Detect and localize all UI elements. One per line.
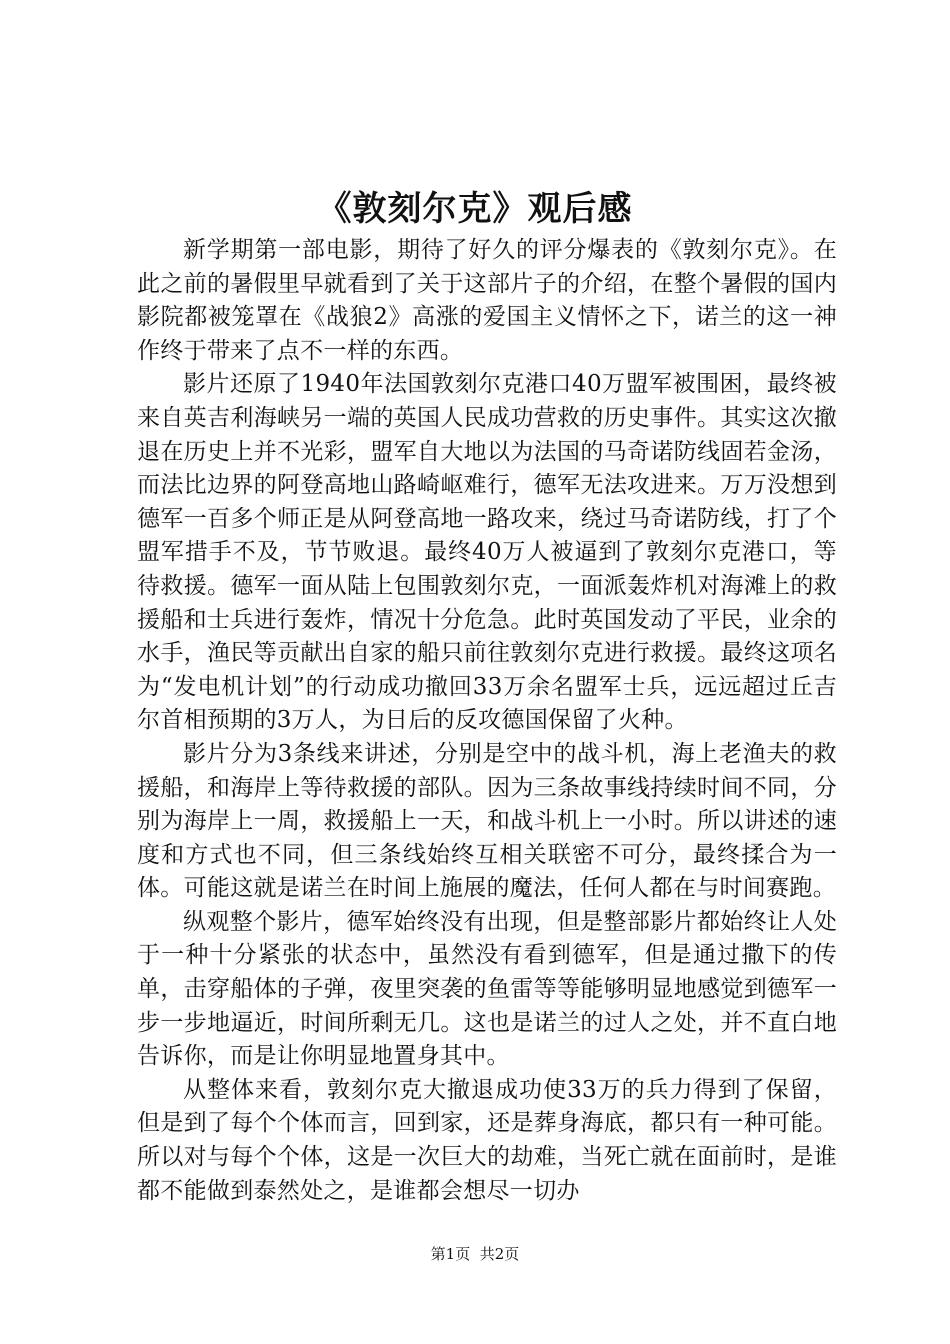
page-total: 共2页 (479, 1245, 520, 1263)
paragraph: 影片分为3条线来讲述，分别是空中的战斗机，海上老渔夫的救援船，和海岸上等待救援的部队。因为三条故事线持续时间不同，分别为海岸上一周，救援船上一天，和战斗机上一小时。所以讲述的速度和方式也不同，但三条线始终互相关联密不可分，最终揉合为一体。可能这就是诺兰在时间上施展的魔法，任何人都在与时间赛跑。 (137, 740, 837, 902)
page-footer (0, 1244, 950, 1264)
page-number: 第1页 (430, 1245, 471, 1263)
paragraph: 从整体来看，敦刻尔克大撤退成功使33万的兵力得到了保留，但是到了每个个体而言，回到家，还是葬身海底，都只有一种可能。所以对与每个个体，这是一次巨大的劫难，当死亡就在面前时，是谁都不能做到泰然处之，是谁都会想尽一切办 (137, 1076, 837, 1204)
document-body (137, 234, 837, 1208)
paragraph: 影片还原了1940年法国敦刻尔克港口40万盟军被围困，最终被来自英吉利海峡另一端的英国人民成功营救的历史事件。其实这次撤退在历史上并不光彩，盟军自大地以为法国的马奇诺防线固若金汤，而法比边界的阿登高地山路崎岖难行，德军无法攻进来。万万没想到德军一百多个师正是从阿登高地一路攻来，绕过马奇诺防线，打了个盟军措手不及，节节败退。最终40万人被逼到了敦刻尔克港口，等待救援。德军一面从陆上包围敦刻尔克，一面派轰炸机对海滩上的救援船和士兵进行轰炸，情况十分危急。此时英国发动了平民，业余的水手，渔民等贡献出自家的船只前往敦刻尔克进行救援。最终这项名为“发电机计划”的行动成功撤回33万余名盟军士兵，远远超过丘吉尔首相预期的3万人，为日后的反攻德国保留了火种。 (137, 371, 837, 734)
paragraph: 纵观整个影片，德军始终没有出现，但是整部影片都始终让人处于一种十分紧张的状态中，虽然没有看到德军，但是通过撒下的传单，击穿船体的子弹，夜里突袭的鱼雷等等能够明显地感觉到德军一步一步地逼近，时间所剩无几。这也是诺兰的过人之处，并不直白地告诉你，而是让你明显地置身其中。 (137, 908, 837, 1070)
document-title: 《敦刻尔克》观后感 (317, 189, 633, 229)
paragraph: 新学期第一部电影，期待了好久的评分爆表的《敦刻尔克》。在此之前的暑假里早就看到了关于这部片子的介绍，在整个暑假的国内影院都被笼罩在《战狼2》高涨的爱国主义情怀之下，诺兰的这一神作终于带来了点不一样的东西。 (137, 237, 837, 364)
